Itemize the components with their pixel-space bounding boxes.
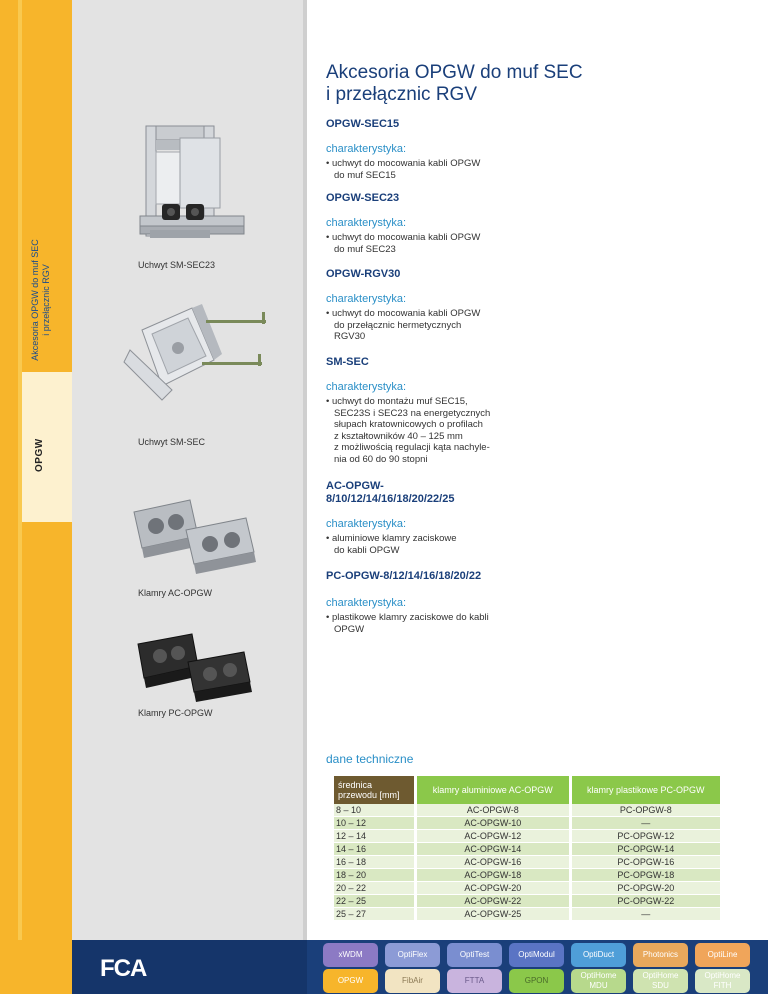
product-opgw-sec15 xyxy=(326,118,656,181)
nav-tab-bottom[interactable]: OptiHome SDU xyxy=(633,969,688,993)
characteristics-label: charakterystyka: xyxy=(326,597,407,609)
table-row xyxy=(334,843,720,856)
product-name: PC-OPGW-8/12/14/16/18/20/22 xyxy=(326,570,482,582)
table-row xyxy=(334,908,720,921)
caption-pc-opgw: Klamry PC-OPGW xyxy=(138,708,213,718)
nav-tab-top[interactable]: OptiDuct xyxy=(571,943,626,967)
cell-plastic: PC-OPGW-20 xyxy=(572,882,720,895)
nav-tab-top[interactable]: OptiTest xyxy=(447,943,502,967)
sm-sec23-photo xyxy=(136,118,256,250)
nav-tab-bottom[interactable]: OptiHome MDU xyxy=(571,969,626,993)
cell-plastic: PC-OPGW-16 xyxy=(572,856,720,869)
cell-plastic: PC-OPGW-18 xyxy=(572,869,720,882)
caption-sm-sec: Uchwyt SM-SEC xyxy=(138,437,206,447)
nav-tab-top[interactable]: OptiLine xyxy=(695,943,750,967)
characteristics-text: • aluminiowe klamry zaciskowe do kabli OPGW xyxy=(326,533,457,556)
product-pc-opgw xyxy=(326,570,656,635)
product-name: AC-OPGW- 8/10/12/14/16/18/20/22/25 xyxy=(326,480,455,505)
cell-aluminium: AC-OPGW-12 xyxy=(417,830,569,843)
characteristics-label: charakterystyka: xyxy=(326,518,407,530)
characteristics-label: charakterystyka: xyxy=(326,143,407,155)
characteristics-text: • plastikowe klamry zaciskowe do kabli OPGW xyxy=(326,612,489,635)
product-sm-sec xyxy=(326,356,656,465)
cell-plastic: — xyxy=(572,817,720,830)
cell-plastic: — xyxy=(572,908,720,921)
table-row xyxy=(334,830,720,843)
nav-tab-bottom[interactable]: FTTA xyxy=(447,969,502,993)
cell-plastic: PC-OPGW-22 xyxy=(572,895,720,908)
characteristics-label: charakterystyka: xyxy=(326,381,407,393)
table-row xyxy=(334,856,720,869)
product-opgw-sec23 xyxy=(326,192,656,255)
table-row xyxy=(334,817,720,830)
side-section-label: OPGW xyxy=(34,438,45,472)
table-row xyxy=(334,895,720,908)
ac-opgw-photo xyxy=(128,490,258,580)
cell-diameter: 8 – 10 xyxy=(334,804,414,817)
cell-aluminium: AC-OPGW-20 xyxy=(417,882,569,895)
tech-data-title: dane techniczne xyxy=(326,752,414,766)
cell-plastic: PC-OPGW-8 xyxy=(572,804,720,817)
cell-diameter: 14 – 16 xyxy=(334,843,414,856)
product-name: OPGW-SEC15 xyxy=(326,118,400,130)
table-row xyxy=(334,882,720,895)
table-row xyxy=(334,869,720,882)
product-name: OPGW-SEC23 xyxy=(326,192,400,204)
nav-tab-bottom[interactable]: GPON xyxy=(509,969,564,993)
cell-plastic: PC-OPGW-14 xyxy=(572,843,720,856)
cell-aluminium: AC-OPGW-22 xyxy=(417,895,569,908)
product-ac-opgw xyxy=(326,480,656,556)
nav-tab-top[interactable]: OptiFlex xyxy=(385,943,440,967)
cell-diameter: 12 – 14 xyxy=(334,830,414,843)
characteristics-label: charakterystyka: xyxy=(326,293,407,305)
cell-aluminium: AC-OPGW-16 xyxy=(417,856,569,869)
tech-data-table xyxy=(334,776,720,921)
cell-aluminium: AC-OPGW-25 xyxy=(417,908,569,921)
product-opgw-rgv30 xyxy=(326,268,656,343)
pc-opgw-photo xyxy=(130,626,260,706)
nav-tab-bottom[interactable]: FibAir xyxy=(385,969,440,993)
table-row xyxy=(334,804,720,817)
product-name: SM-SEC xyxy=(326,356,369,368)
cell-plastic: PC-OPGW-12 xyxy=(572,830,720,843)
characteristics-text: • uchwyt do montażu muf SEC15, SEC23S i SEC23 na energetycznych słupach kratownicowych o profilach z kształtowników 40 – 125 mm z możliwością regulacji kąta nachyle- nia od 60 do 90 stopni xyxy=(326,396,491,465)
nav-tab-top[interactable]: Photonics xyxy=(633,943,688,967)
nav-tab-bottom[interactable]: OPGW xyxy=(323,969,378,993)
characteristics-text: • uchwyt do mocowania kabli OPGW do przełącznic hermetycznych RGV30 xyxy=(326,308,481,342)
characteristics-label: charakterystyka: xyxy=(326,217,407,229)
cell-diameter: 20 – 22 xyxy=(334,882,414,895)
cell-aluminium: AC-OPGW-18 xyxy=(417,869,569,882)
header-aluminium: klamry aluminiowe AC-OPGW xyxy=(417,776,569,804)
characteristics-text: • uchwyt do mocowania kabli OPGW do muf SEC15 xyxy=(326,158,481,181)
panel-divider xyxy=(303,0,307,994)
page-title: Akcesoria OPGW do muf SEC i przełącznic RGV xyxy=(326,62,583,105)
nav-tab-top[interactable]: OptiModul xyxy=(509,943,564,967)
side-tab-active xyxy=(22,372,72,522)
nav-tab-bottom[interactable]: OptiHome FITH xyxy=(695,969,750,993)
sm-sec-photo xyxy=(122,290,272,420)
cell-aluminium: AC-OPGW-14 xyxy=(417,843,569,856)
footer xyxy=(0,940,768,994)
header-plastic: klamry plastikowe PC-OPGW xyxy=(572,776,720,804)
caption-sm-sec23: Uchwyt SM-SEC23 xyxy=(138,260,216,270)
caption-ac-opgw: Klamry AC-OPGW xyxy=(138,588,213,598)
product-name: OPGW-RGV30 xyxy=(326,268,401,280)
cell-aluminium: AC-OPGW-8 xyxy=(417,804,569,817)
cell-aluminium: AC-OPGW-10 xyxy=(417,817,569,830)
cell-diameter: 25 – 27 xyxy=(334,908,414,921)
header-diameter: średnica przewodu [mm] xyxy=(334,776,414,804)
cell-diameter: 16 – 18 xyxy=(334,856,414,869)
characteristics-text: • uchwyt do mocowania kabli OPGW do muf SEC23 xyxy=(326,232,481,255)
cell-diameter: 18 – 20 xyxy=(334,869,414,882)
nav-tab-top[interactable]: xWDM xyxy=(323,943,378,967)
cell-diameter: 22 – 25 xyxy=(334,895,414,908)
side-vertical-title: Akcesoria OPGW do muf SEC i przełącznic RGV xyxy=(30,239,51,361)
cell-diameter: 10 – 12 xyxy=(334,817,414,830)
fca-logo: FCA xyxy=(100,955,147,982)
